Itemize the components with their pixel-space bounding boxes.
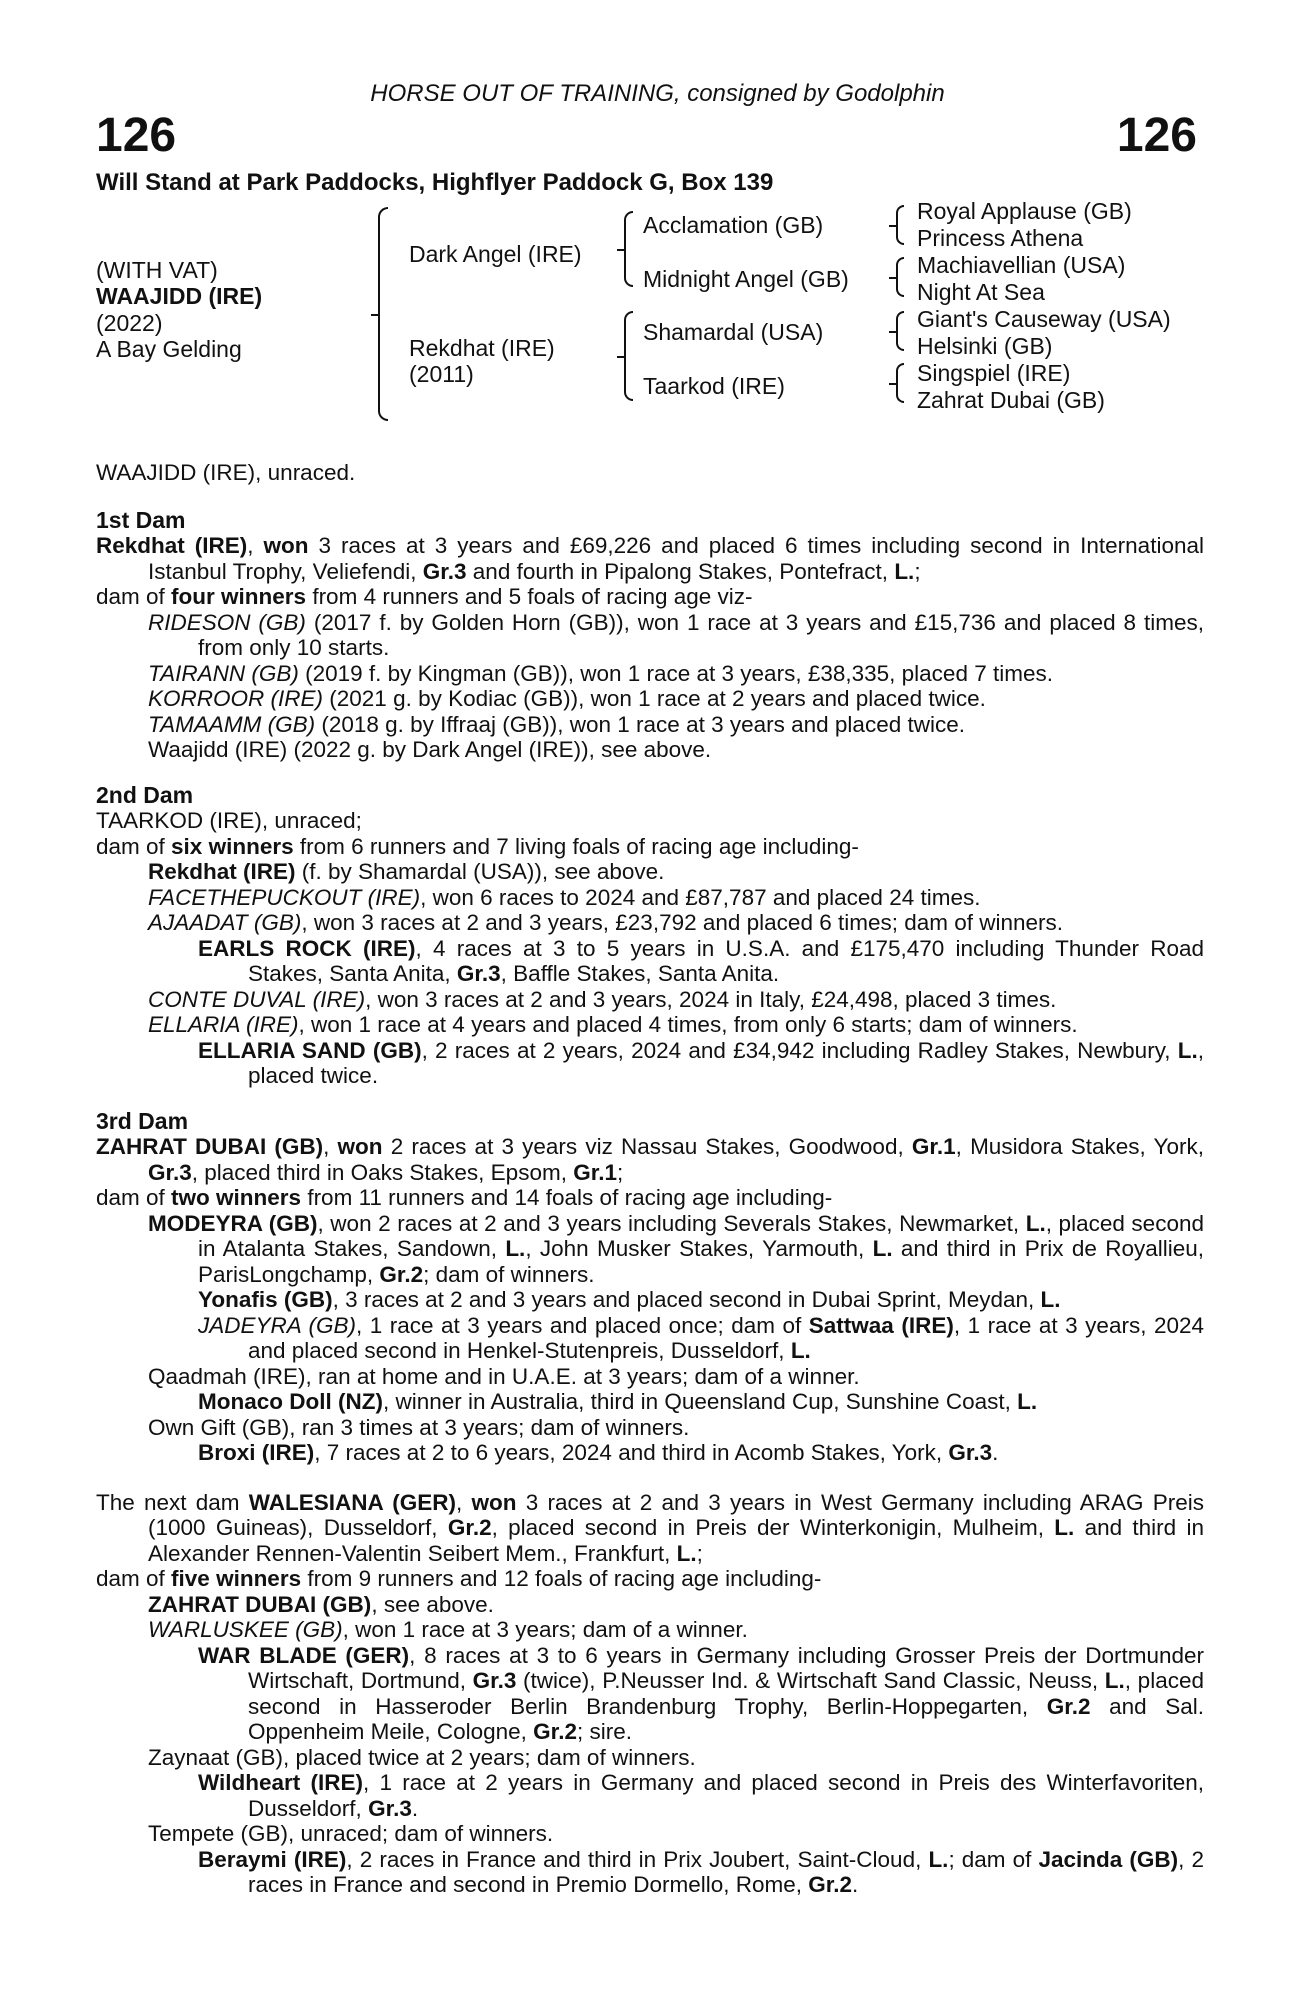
consignment-line: HORSE OUT OF TRAINING, consigned by Godolphin [370,80,945,107]
pedigree-brace [624,211,633,287]
produce-summary: dam of five winners from 9 runners and 12 foals of racing age including- [96,1566,822,1591]
lot-number-left: 126 [96,109,177,162]
produce-entry: RIDESON (GB) (2017 f. by Golden Horn (GB)), won 1 race at 3 years and £15,736 and placed 8 times, from only 10 starts. [148,609,1204,660]
dam-record: TAARKOD (IRE), unraced; [96,808,362,833]
section-heading-1st-dam: 1st Dam [96,506,186,533]
record-text: ; [914,558,921,584]
horse-name: WAAJIDD (IRE) [96,283,263,309]
pedigree-dam: Rekdhat (IRE) [409,335,555,361]
produce-entry: WARLUSKEE (GB), won 1 race at 3 years; dam of a winner. [148,1617,748,1642]
section-heading-2nd-dam: 2nd Dam [96,781,194,808]
produce-entry: ZAHRAT DUBAI (GB), see above. [148,1591,494,1617]
pedigree-dam-sire: Shamardal (USA) [643,319,824,345]
pedigree-brace [378,207,388,421]
pedigree-table [96,195,1216,425]
horse-vat: (WITH VAT) [96,257,218,283]
pedigree-dss: Giant's Causeway (USA) [917,306,1171,332]
listed-label: L. [894,558,915,584]
section-heading-3rd-dam: 3rd Dam [96,1107,189,1134]
produce-entry: ELLARIA SAND (GB), 2 races at 2 years, 2024 and £34,942 including Radley Stakes, Newbury, L., placed twice. [198,1037,1204,1088]
pedigree-dds: Singspiel (IRE) [917,360,1071,386]
record-text: and fourth in Pipalong Stakes, Pontefract, [466,558,895,584]
pedigree-brace [896,311,904,351]
produce-entry: TAMAAMM (GB) (2018 g. by Iffraaj (GB)), won 1 race at 3 years and placed twice. [148,711,965,737]
produce-entry: Zaynaat (GB), placed twice at 2 years; dam of winners. [148,1744,696,1770]
pedigree-dsd: Helsinki (GB) [917,333,1053,359]
produce-entry: Wildheart (IRE), 1 race at 2 years in Germany and placed second in Preis des Winterfavoriten, Dusseldorf, Gr.3. [198,1770,1204,1821]
dam-record: ZAHRAT DUBAI (GB), won 2 races at 3 years viz Nassau Stakes, Goodwood, Gr.1, Musidora Stakes, York, Gr.3, placed third in Oaks Stakes, Epsom, Gr.1; [96,1134,1204,1185]
dam-record: The next dam WALESIANA (GER), won 3 races at 2 and 3 years in West Germany including ARAG Preis (1000 Guineas), Dusseldorf, Gr.2, placed second in Preis der Winterkonigin, Mulheim, L. and third in Alexander Rennen-Valentin Seibert Mem., Frankfurt, L.; [96,1489,1204,1566]
produce-entry: AJAADAT (GB), won 3 races at 2 and 3 years, £23,792 and placed 6 times; dam of winners. [148,910,1064,935]
produce-entry: CONTE DUVAL (IRE), won 3 races at 2 and 3 years, 2024 in Italy, £24,498, placed 3 times. [148,986,1057,1012]
produce-summary: dam of four winners from 4 runners and 5 foals of racing age viz- [96,584,753,609]
pedigree-ddd: Zahrat Dubai (GB) [917,387,1105,413]
produce-entry: KORROOR (IRE) (2021 g. by Kodiac (GB)), won 1 race at 2 years and placed twice. [148,686,986,711]
pedigree-sss: Royal Applause (GB) [917,198,1132,224]
produce-entry: JADEYRA (GB), 1 race at 3 years and placed once; dam of Sattwaa (IRE), 1 race at 3 years, 2024 and placed second in Henkel-Stutenpreis, Dusseldorf, L. [198,1312,1205,1363]
pedigree-brace [624,311,633,401]
pedigree-sire-sire: Acclamation (GB) [643,212,824,238]
produce-entry: Own Gift (GB), ran 3 times at 3 years; dam of winners. [148,1414,690,1440]
pedigree-brace [896,363,904,403]
produce-entry: Beraymi (IRE), 2 races in France and third in Prix Joubert, Saint-Cloud, L.; dam of Jacinda (GB), 2 races in France and second in Premio Dormello, Rome, Gr.2. [198,1846,1204,1897]
pedigree-ssd: Princess Athena [917,225,1084,251]
produce-entry: TAIRANN (GB) (2019 f. by Kingman (GB)), won 1 race at 3 years, £38,335, placed 7 times. [148,660,1053,686]
produce-entry: EARLS ROCK (IRE), 4 races at 3 to 5 years in U.S.A. and £175,470 including Thunder Road Stakes, Santa Anita, Gr.3, Baffle Stakes, Santa Anita. [198,935,1205,986]
produce-summary: dam of six winners from 6 runners and 7 living foals of racing age including- [96,833,859,859]
horse-year: (2022) [96,310,163,336]
produce-entry: ELLARIA (IRE), won 1 race at 4 years and placed 4 times, from only 6 starts; dam of winners. [148,1012,1078,1037]
produce-entry: Tempete (GB), unraced; dam of winners. [148,1821,554,1846]
produce-entry: WAR BLADE (GER), 8 races at 3 to 6 years in Germany including Grosser Preis der Dortmunder Wirtschaft, Dortmund, Gr.3 (twice), P.Neusser Ind. & Wirtschaft Sand Classic, Neuss, L., placed second in Hasseroder Berlin Brandenburg Trophy, Berlin-Hoppegarten, Gr.2 and Sal. Oppenheim Meile, Cologne, Gr.2; sire. [198,1642,1204,1744]
pedigree-brace [896,257,904,297]
pedigree-sire: Dark Angel (IRE) [409,241,582,267]
pedigree-sire-dam: Midnight Angel (GB) [643,266,849,292]
produce-entry: MODEYRA (GB), won 2 races at 2 and 3 years including Severals Stakes, Newmarket, L., placed second in Atalanta Stakes, Sandown, L., John Musker Stakes, Yarmouth, L. and third in Prix de Royallieu, ParisLongchamp, Gr.2; dam of winners. [148,1210,1205,1287]
produce-entry: Rekdhat (IRE) (f. by Shamardal (USA)), see above. [148,859,665,884]
produce-entry: FACETHEPUCKOUT (IRE), won 6 races to 2024 and £87,787 and placed 24 times. [148,884,981,910]
produce-entry: Waajidd (IRE) (2022 g. by Dark Angel (IRE)), see above. [148,737,712,762]
grade-label: Gr.3 [422,558,467,584]
produce-entry: Yonafis (GB), 3 races at 2 and 3 years and placed second in Dubai Sprint, Meydan, L. [198,1287,1061,1312]
produce-entry: Monaco Doll (NZ), winner in Australia, third in Queensland Cup, Sunshine Coast, L. [198,1389,1038,1414]
produce-entry: Qaadmah (IRE), ran at home and in U.A.E. at 3 years; dam of a winner. [148,1363,860,1389]
pedigree-sds: Machiavellian (USA) [917,252,1126,278]
lot-number-right: 126 [1116,109,1197,162]
pedigree-brace [896,205,904,245]
horse-description: A Bay Gelding [96,336,242,362]
dam-record: Rekdhat (IRE), won 3 races at 3 years and £69,226 and placed 6 times including second in International Istanbul Trophy, Veliefendi, Gr.3 and fourth in Pipalong Stakes, Pontefract, L.; [96,533,1204,584]
catalogue-body [96,460,1204,1898]
pedigree-dam-year: (2011) [409,361,474,387]
produce-entry: Broxi (IRE), 7 races at 2 to 6 years, 2024 and third in Acomb Stakes, York, Gr.3. [198,1440,999,1465]
horse-summary: WAAJIDD (IRE), unraced. [96,460,356,485]
record-text: 3 races at 3 years and £69,226 and placed 6 times including second in International Istanbul Trophy, Veliefendi, [148,533,1204,584]
pedigree-dam-dam: Taarkod (IRE) [643,373,785,399]
pedigree-sdd: Night At Sea [917,279,1045,305]
dam-name: Rekdhat (IRE) [96,533,248,558]
won-label: won [263,533,309,558]
produce-summary: dam of two winners from 11 runners and 14 foals of racing age including- [96,1185,833,1210]
stand-location: Will Stand at Park Paddocks, Highflyer Paddock G, Box 139 [96,169,774,196]
